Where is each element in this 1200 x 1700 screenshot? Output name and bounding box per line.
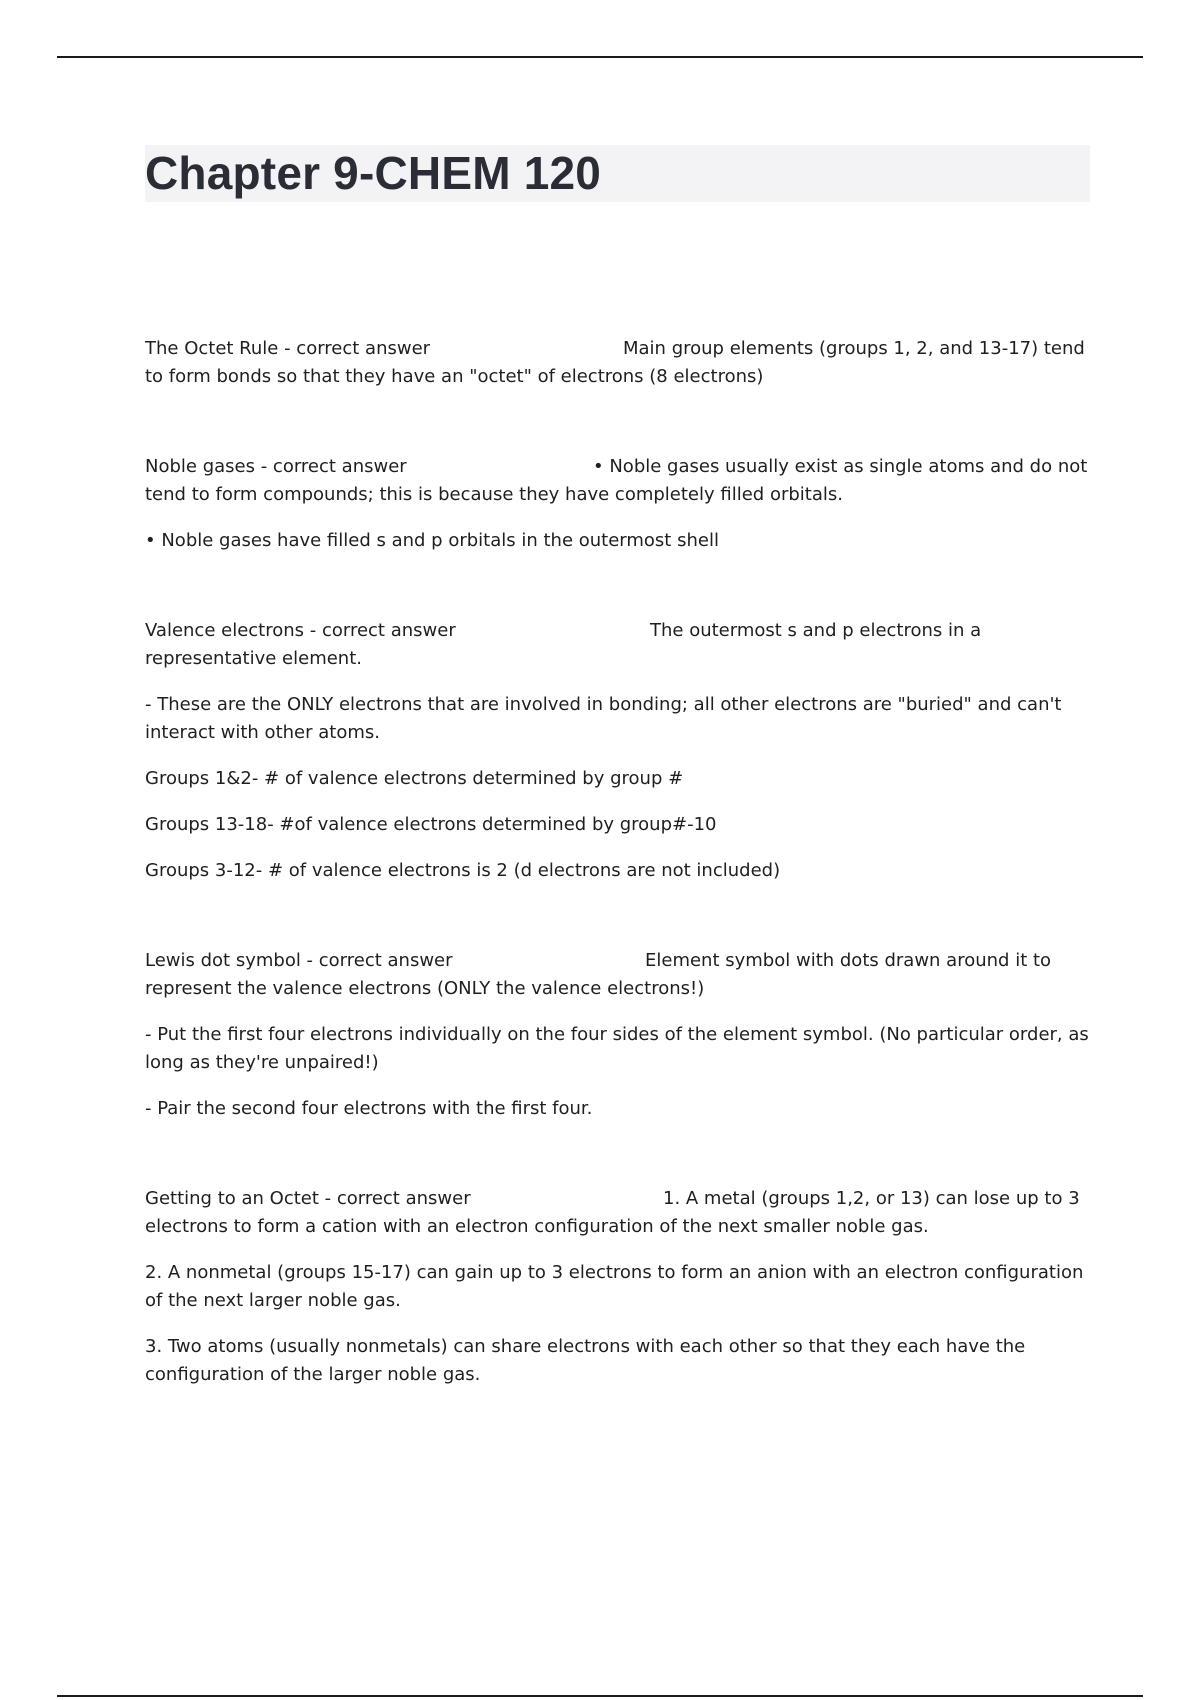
flashcard-paragraph: • Noble gases have filled s and p orbitals in the outermost shell xyxy=(145,530,719,551)
flashcard-definition xyxy=(145,947,1090,1003)
flashcard-paragraph: 2. A nonmetal (groups 15-17) can gain up to 3 electrons to form an anion with an electron configuration of the next larger noble gas. xyxy=(145,1262,1084,1311)
flashcard-term: Noble gases - correct answer xyxy=(145,456,407,477)
flashcard-paragraph: Groups 1&2- # of valence electrons determined by group # xyxy=(145,768,684,789)
flashcard-answer: • Noble gases usually exist as single atoms and do not tend to form compounds; this is because they have completely filled orbitals. xyxy=(145,456,1088,505)
flashcard-paragraph: 3. Two atoms (usually nonmetals) can share electrons with each other so that they each have the configuration of the larger noble gas. xyxy=(145,1336,1026,1385)
flashcard-getting-to-octet xyxy=(145,1185,1090,1389)
flashcard-answer: Element symbol with dots drawn around it to represent the valence electrons (ONLY the valence electrons!) xyxy=(145,950,1052,999)
flashcard-paragraph: - Put the first four electrons individually on the four sides of the element symbol. (No particular order, as long as they're unpaired!) xyxy=(145,1024,1089,1073)
flashcard-paragraph: - These are the ONLY electrons that are involved in bonding; all other electrons are "buried" and can't interact with other atoms. xyxy=(145,694,1062,743)
page-title: Chapter 9-CHEM 120 xyxy=(145,147,602,199)
flashcard-paragraph: Groups 13-18- #of valence electrons determined by group#-10 xyxy=(145,814,717,835)
flashcard-noble-gases xyxy=(145,453,1090,555)
flashcard-term: Getting to an Octet - correct answer xyxy=(145,1188,471,1209)
flashcard-definition xyxy=(145,335,1090,391)
flashcard-definition xyxy=(145,617,1090,673)
flashcard-term: Valence electrons - correct answer xyxy=(145,620,456,641)
flashcard-term: The Octet Rule - correct answer xyxy=(145,338,431,359)
flashcard-answer: The outermost s and p electrons in a representative element. xyxy=(145,620,982,669)
flashcard-definition xyxy=(145,453,1090,509)
flashcard-list xyxy=(145,335,1090,1451)
top-divider xyxy=(57,56,1143,58)
flashcard-term: Lewis dot symbol - correct answer xyxy=(145,950,453,971)
flashcard-definition xyxy=(145,1185,1090,1241)
flashcard-octet-rule xyxy=(145,335,1090,391)
flashcard-answer: Main group elements (groups 1, 2, and 13-17) tend to form bonds so that they have an "octet" of electrons (8 electrons) xyxy=(145,338,1085,387)
flashcard-paragraph: Groups 3-12- # of valence electrons is 2 (d electrons are not included) xyxy=(145,860,781,881)
flashcard-answer: 1. A metal (groups 1,2, or 13) can lose up to 3 electrons to form a cation with an electron configuration of the next smaller noble gas. xyxy=(145,1188,1080,1237)
bottom-divider xyxy=(57,1695,1143,1697)
flashcard-valence-electrons xyxy=(145,617,1090,885)
flashcard-lewis-dot-symbol xyxy=(145,947,1090,1123)
flashcard-paragraph: - Pair the second four electrons with the first four. xyxy=(145,1098,593,1119)
